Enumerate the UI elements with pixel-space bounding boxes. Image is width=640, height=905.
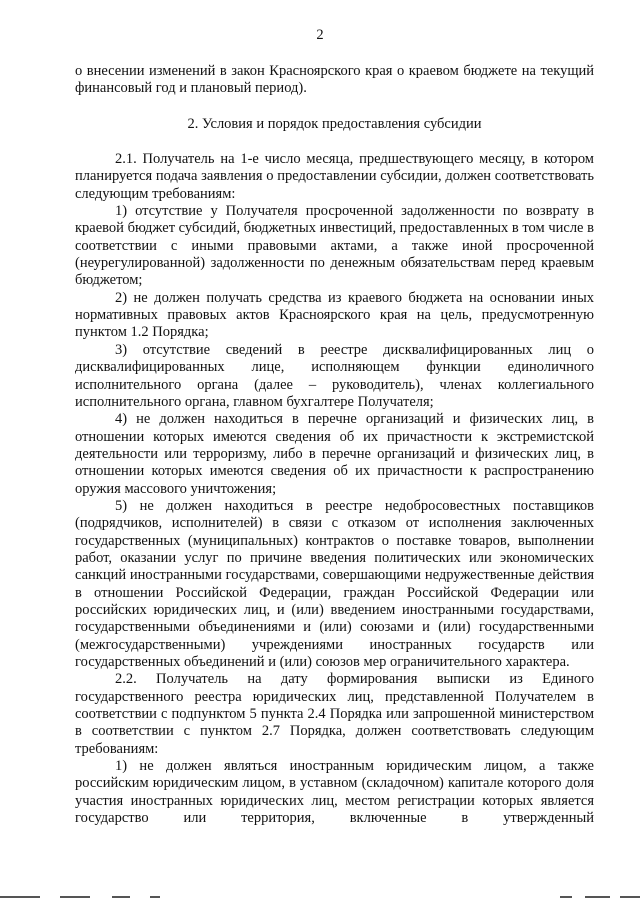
scan-mark (112, 896, 130, 898)
requirement-item-2: 2) не должен получать средства из краевого бюджета на основании иных нормативных правовых актов Красноярского края на цель, предусмотренную пунктом 1.2 Порядка; (75, 289, 594, 341)
requirement-2-2-item-1: 1) не должен являться иностранным юридическим лицом, а также российским юридическим лицом, в уставном (складочном) капитале которого доля участия иностранных юридических лиц, местом регистрации которых является государство или территория, включенные в утвержденный (75, 758, 594, 827)
scan-mark (150, 896, 160, 898)
requirement-item-1: 1) отсутствие у Получателя просроченной задолженности по возврату в краевой бюджет субсидий, бюджетных инвестиций, предоставленных в том числе в соответствии с иными правовыми актами, а также иной просроченной (неурегулированной) задолженности по денежным обязательствам перед краевым бюджетом; (75, 203, 594, 289)
scan-mark (0, 896, 40, 898)
paragraph-2-1: 2.1. Получатель на 1-е число месяца, предшествующего месяцу, в котором планируется подача заявления о предоставлении субсидии, должен соответствовать следующим требованиям: (75, 151, 594, 202)
scan-mark (60, 896, 90, 898)
scan-mark (620, 896, 640, 898)
scan-mark (560, 896, 572, 898)
intro-paragraph: о внесении изменений в закон Красноярского края о краевом бюджете на текущий финансовый год и плановый период). (75, 63, 594, 97)
requirement-item-3: 3) отсутствие сведений в реестре дисквалифицированных лиц о дисквалифицированных лице, исполняющем функции единоличного исполнительного органа (далее – руководитель), членах коллегиального исполнительного органа, главном бухгалтере Получателя; (75, 341, 594, 410)
page-number: 2 (316, 27, 324, 43)
document-body (75, 63, 594, 827)
section-heading: 2. Условия и порядок предоставления субсидии (187, 115, 482, 132)
paragraph-2-2: 2.2. Получатель на дату формирования выписки из Единого государственного реестра юридических лиц, представленной Получателем в соответствии с подпунктом 5 пункта 2.4 Порядка или запрошенной министерством в соответствии с пунктом 2.7 Порядка, должен соответствовать следующим требованиям: (75, 671, 594, 757)
scan-bottom-marks (0, 896, 640, 900)
requirement-item-4: 4) не должен находиться в перечне организаций и физических лиц, в отношении которых имеются сведения об их причастности к экстремистской деятельности или терроризму, либо в перечне организаций и физических лиц, в отношении которых имеются сведения об их причастности к распространению оружия массового уничтожения; (75, 411, 594, 497)
scan-mark (585, 896, 610, 898)
requirement-item-5: 5) не должен находиться в реестре недобросовестных поставщиков (подрядчиков, исполнителей) в связи с отказом от исполнения заключенных государственных (муниципальных) контрактов о поставке товаров, выполнении работ, оказании услуг по причине введения политических или экономических санкций иностранными государствами, совершающими недружественные действия в отношении Российской Федерации, граждан Российской Федерации или российских юридических лиц, и (или) введением иностранными государствами, государственными объединениями и (или) союзами и (или) государственными (межгосударственными) учреждениями иностранных государств или государственных объединений и (или) союзов мер ограничительного характера. (75, 497, 594, 670)
